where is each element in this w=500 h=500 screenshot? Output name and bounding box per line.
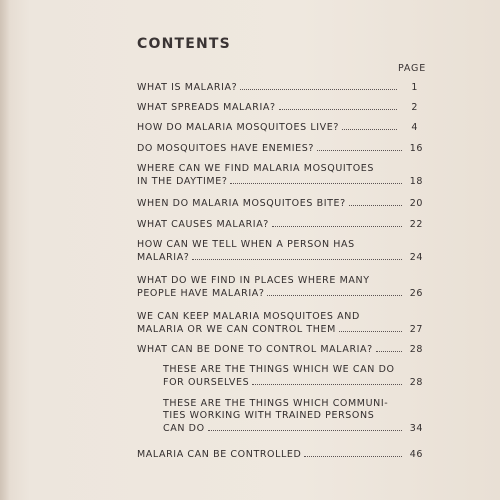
toc-entry-text: WHAT IS MALARIA?	[137, 82, 238, 93]
toc-entry-what-can-be-done[interactable]	[137, 343, 423, 356]
toc-entry-text: WHAT CAN BE DONE TO CONTROL MALARIA?	[137, 344, 373, 355]
toc-entry-what-is-malaria[interactable]	[137, 81, 418, 94]
toc-entry-text: WHAT CAUSES MALARIA?	[137, 219, 269, 230]
toc-entry-when-mosquitoes-bite[interactable]	[137, 197, 423, 210]
toc-entry-what-spreads-malaria[interactable]	[137, 101, 418, 114]
page-column-header: PAGE	[398, 63, 427, 74]
dot-leader	[272, 218, 402, 227]
page-fold-shadow	[0, 0, 10, 500]
toc-entry-things-communities-can-do[interactable]	[163, 398, 423, 435]
toc-entry-text: HOW DO MALARIA MOSQUITOES LIVE?	[137, 122, 339, 133]
toc-entry-text: IN THE DAYTIME?	[137, 176, 228, 187]
toc-page-number: 26	[409, 288, 423, 299]
dot-leader	[230, 175, 402, 184]
toc-entry-places-many-malaria[interactable]	[137, 275, 423, 300]
toc-page-number: 1	[411, 82, 418, 93]
toc-entry-text: WE CAN KEEP MALARIA MOSQUITOES AND	[137, 311, 360, 322]
dot-leader	[279, 101, 397, 110]
dot-leader	[376, 343, 402, 352]
toc-entry-text: TIES WORKING WITH TRAINED PERSONS	[163, 410, 375, 421]
toc-page-number: 22	[409, 219, 423, 230]
toc-page-number: 16	[409, 143, 423, 154]
toc-page-number: 24	[409, 252, 423, 263]
toc-entry-text: WHAT SPREADS MALARIA?	[137, 102, 276, 113]
toc-entry-text: THESE ARE THE THINGS WHICH COMMUNI-	[163, 398, 389, 409]
toc-entry-text: WHERE CAN WE FIND MALARIA MOSQUITOES	[137, 163, 375, 174]
toc-page-number: 28	[409, 344, 423, 355]
toc-entry-text: THESE ARE THE THINGS WHICH WE CAN DO	[163, 364, 395, 375]
toc-page-number: 27	[409, 324, 423, 335]
toc-entry-text: WHEN DO MALARIA MOSQUITOES BITE?	[137, 198, 346, 209]
toc-entry-text: MALARIA OR WE CAN CONTROL THEM	[137, 324, 336, 335]
toc-entry-tell-person-has-malaria[interactable]	[137, 239, 423, 264]
toc-page-number: 34	[409, 423, 423, 434]
toc-entry-text: PEOPLE HAVE MALARIA?	[137, 288, 265, 299]
toc-page-number: 46	[409, 449, 423, 460]
dot-leader	[317, 142, 402, 151]
toc-page-number: 18	[409, 176, 423, 187]
toc-entry-mosquitoes-live[interactable]	[137, 121, 418, 134]
dot-leader	[267, 287, 402, 296]
toc-entry-text: HOW CAN WE TELL WHEN A PERSON HAS	[137, 239, 355, 250]
dot-leader	[349, 197, 402, 206]
toc-page-number: 2	[411, 102, 418, 113]
toc-entry-text: DO MOSQUITOES HAVE ENEMIES?	[137, 143, 315, 154]
toc-entry-what-causes-malaria[interactable]	[137, 218, 423, 231]
contents-title: CONTENTS	[137, 36, 231, 52]
toc-entry-things-for-ourselves[interactable]	[163, 364, 423, 389]
dot-leader	[304, 448, 402, 457]
toc-entry-text: MALARIA CAN BE CONTROLLED	[137, 449, 302, 460]
toc-entry-text: WHAT DO WE FIND IN PLACES WHERE MANY	[137, 275, 370, 286]
toc-entry-find-mosquitoes-daytime[interactable]	[137, 163, 423, 188]
toc-entry-text: MALARIA?	[137, 252, 190, 263]
dot-leader	[192, 251, 402, 260]
toc-entry-keep-or-control[interactable]	[137, 311, 423, 336]
toc-page-number: 4	[411, 122, 418, 133]
toc-page-number: 28	[409, 377, 423, 388]
toc-entry-mosquito-enemies[interactable]	[137, 142, 423, 155]
dot-leader	[252, 376, 402, 385]
toc-entry-text: CAN DO	[163, 423, 205, 434]
dot-leader	[339, 323, 402, 332]
toc-entry-text: FOR OURSELVES	[163, 377, 250, 388]
dot-leader	[208, 422, 402, 431]
dot-leader	[240, 81, 397, 90]
dot-leader	[342, 121, 397, 130]
toc-entry-malaria-controlled[interactable]	[137, 448, 423, 461]
toc-page-number: 20	[409, 198, 423, 209]
